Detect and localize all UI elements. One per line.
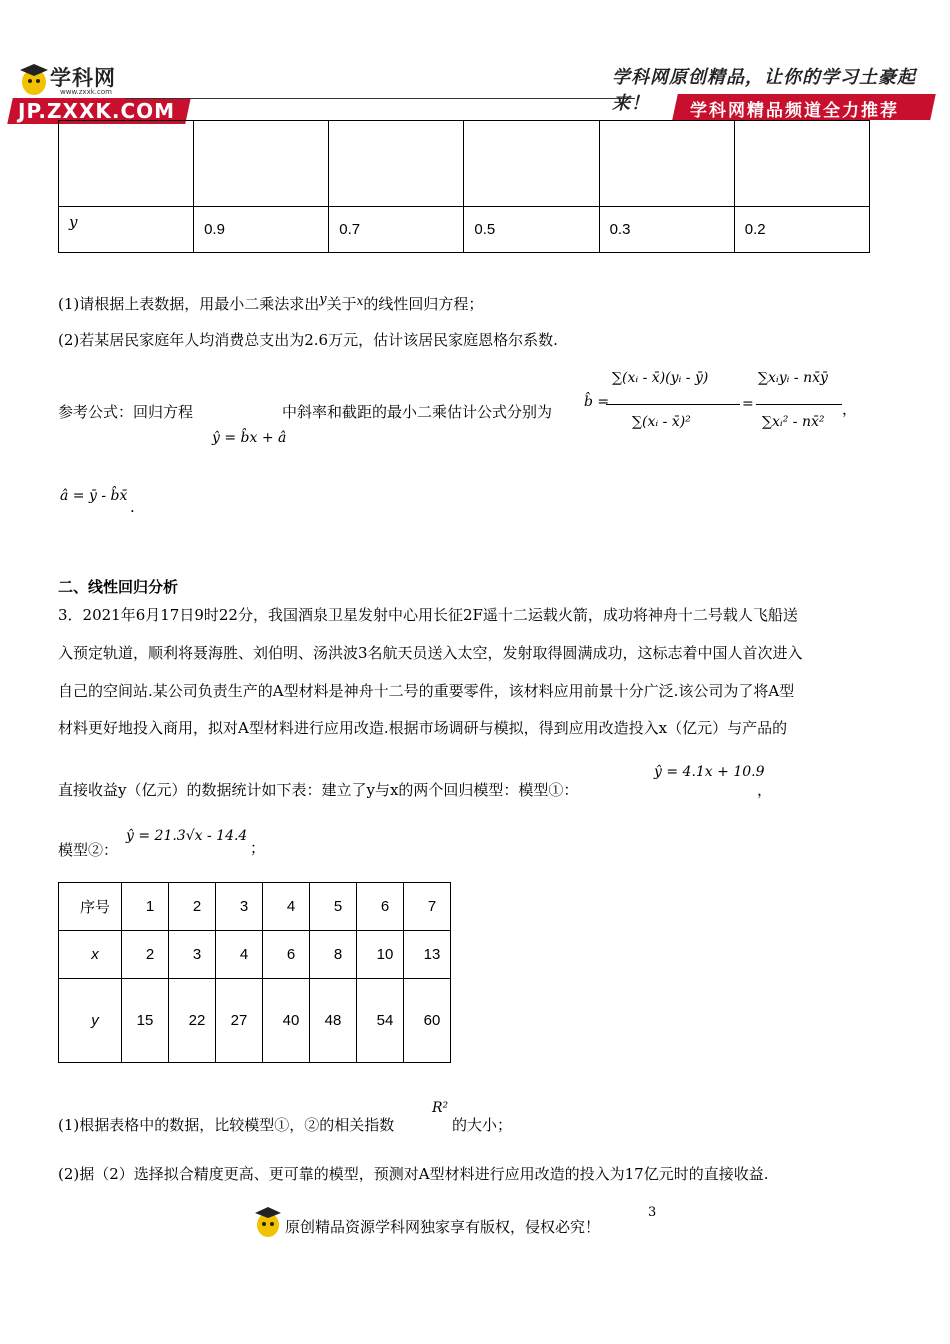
header-slogan: 学科网原创精品，让你的学习土豪起来！ bbox=[612, 67, 916, 114]
table-cell bbox=[59, 207, 194, 253]
table-cell: 3 bbox=[169, 931, 216, 979]
table-cell: 2 bbox=[122, 931, 169, 979]
table-cell: 40 bbox=[263, 979, 310, 1063]
table-cell: 6 bbox=[357, 883, 404, 931]
text-segment: 的线性回归方程； bbox=[363, 295, 484, 313]
table-cell: 10 bbox=[357, 931, 404, 979]
section-heading: 二、线性回归分析 bbox=[58, 578, 179, 596]
text-segment: (1)请根据上表数据，用最小二乘法求出 bbox=[58, 295, 320, 313]
table-cell: 8 bbox=[310, 931, 357, 979]
table-cell: 3 bbox=[216, 883, 263, 931]
table-cell: 0.9 bbox=[194, 207, 329, 253]
row-label-index: 序号 bbox=[59, 883, 122, 931]
intercept-equation: â = ȳ - b̂x̄ bbox=[60, 488, 128, 504]
table-cell: 0.7 bbox=[329, 207, 464, 253]
table-cell: 1 bbox=[122, 883, 169, 931]
var-y: y bbox=[319, 292, 327, 307]
table-cell bbox=[464, 121, 599, 207]
model-2-equation: ŷ = 21.3√x - 14.4 bbox=[126, 828, 248, 844]
r-squared: R² bbox=[432, 1100, 449, 1116]
table-cell: 6 bbox=[263, 931, 310, 979]
question-3-part-1 bbox=[58, 1114, 394, 1135]
table-cell: 4 bbox=[263, 883, 310, 931]
table-cell bbox=[59, 121, 194, 207]
slogan-banner-text: 学科网精品频道全力推荐 bbox=[690, 101, 899, 121]
table-cell: 7 bbox=[404, 883, 451, 931]
table-cell: 54 bbox=[357, 979, 404, 1063]
table-cell: 15 bbox=[122, 979, 169, 1063]
row-label-y: y bbox=[59, 979, 122, 1063]
y-label: y bbox=[69, 213, 78, 231]
model-2-semicolon: ； bbox=[250, 839, 266, 857]
slope-numerator-alt: ∑xᵢyᵢ - nx̄ȳ bbox=[758, 370, 828, 386]
table-cell bbox=[599, 121, 734, 207]
footer-copyright: 原创精品资源学科网独家享有版权，侵权必究！ bbox=[285, 1218, 601, 1236]
model-1-comma: ， bbox=[757, 781, 773, 799]
table-cell: 0.2 bbox=[734, 207, 869, 253]
mascot-icon bbox=[18, 62, 50, 98]
table-cell bbox=[194, 121, 329, 207]
page-number: 3 bbox=[648, 1205, 657, 1220]
question-3-line: 自己的空间站.某公司负责生产的A型材料是神舟十二号的重要零件，该材料应用前景十分广泛.该公司为了将A型 bbox=[58, 682, 795, 700]
table-row bbox=[59, 979, 451, 1063]
text-segment: 关于 bbox=[326, 295, 357, 313]
var-x: x bbox=[356, 294, 364, 308]
table-row bbox=[59, 121, 870, 207]
fraction-bar bbox=[756, 404, 842, 405]
question-3-line: 入预定轨道，顺利将聂海胜、刘伯明、汤洪波3名航天员送入太空，发射取得圆满成功，这标志着中国人首次进入 bbox=[58, 644, 803, 662]
data-table-2 bbox=[58, 882, 451, 1063]
model-1-equation: ŷ = 4.1x + 10.9 bbox=[654, 764, 765, 780]
text-segment: 的大小； bbox=[452, 1116, 513, 1134]
slope-symbol: b̂ = bbox=[584, 394, 610, 410]
table-cell: 5 bbox=[310, 883, 357, 931]
table-row bbox=[59, 931, 451, 979]
header-divider bbox=[125, 98, 635, 99]
text-segment: (1)根据表格中的数据，比较模型①，②的相关指数 bbox=[58, 1116, 395, 1134]
data-table-1 bbox=[58, 120, 870, 253]
regression-equation: ŷ = b̂x + â bbox=[212, 430, 287, 446]
table-cell: 2 bbox=[169, 883, 216, 931]
fraction-bar bbox=[606, 404, 740, 405]
formula-intro: 参考公式：回归方程 bbox=[58, 403, 194, 421]
table-cell bbox=[329, 121, 464, 207]
row-label-x: x bbox=[59, 931, 122, 979]
model-2-label: 模型②： bbox=[58, 841, 119, 859]
logo-url: www.zxxk.com bbox=[60, 88, 112, 96]
mascot-icon bbox=[254, 1205, 282, 1239]
question-part-2: (2)若某居民家庭年人均消费总支出为2.6万元，估计该居民家庭恩格尔系数. bbox=[58, 331, 558, 349]
table-cell: 13 bbox=[404, 931, 451, 979]
table-cell bbox=[734, 121, 869, 207]
formula-comma: ， bbox=[842, 400, 858, 418]
table-cell: 60 bbox=[404, 979, 451, 1063]
slope-denominator-alt: ∑xᵢ² - nx̄² bbox=[762, 414, 825, 430]
slope-numerator: ∑(xᵢ - x̄)(yᵢ - ȳ) bbox=[612, 370, 709, 386]
question-3-line: 材料更好地投入商用，拟对A型材料进行应用改造.根据市场调研与模拟，得到应用改造投入x（亿元）与产品的 bbox=[58, 719, 788, 737]
equals-sign: = bbox=[742, 396, 754, 412]
question-part-1 bbox=[58, 293, 483, 314]
logo-name: 学科网 bbox=[50, 66, 116, 90]
table-cell: 4 bbox=[216, 931, 263, 979]
question-3-part-2: (2)据（2）选择拟合精度更高、更可靠的模型，预测对A型材料进行应用改造的投入为17亿元时的直接收益. bbox=[58, 1165, 769, 1183]
question-3-line: 直接收益y（亿元）的数据统计如下表：建立了y与x的两个回归模型：模型①： bbox=[58, 781, 579, 799]
table-cell: 27 bbox=[216, 979, 263, 1063]
table-cell: 0.3 bbox=[599, 207, 734, 253]
table-cell: 48 bbox=[310, 979, 357, 1063]
question-3-line: 3．2021年6月17日9时22分，我国酒泉卫星发射中心用长征2F遥十二运载火箭，成功将神舟十二号载人飞船送 bbox=[58, 606, 798, 624]
table-cell: 22 bbox=[169, 979, 216, 1063]
logo-domain: JP.ZXXK.COM bbox=[18, 99, 176, 123]
formula-intro-2: 中斜率和截距的最小二乘估计公式分别为 bbox=[282, 403, 553, 421]
slope-denominator: ∑(xᵢ - x̄)² bbox=[632, 414, 691, 430]
formula-period: . bbox=[130, 498, 135, 516]
table-row bbox=[59, 883, 451, 931]
table-cell: 0.5 bbox=[464, 207, 599, 253]
table-row bbox=[59, 207, 870, 253]
